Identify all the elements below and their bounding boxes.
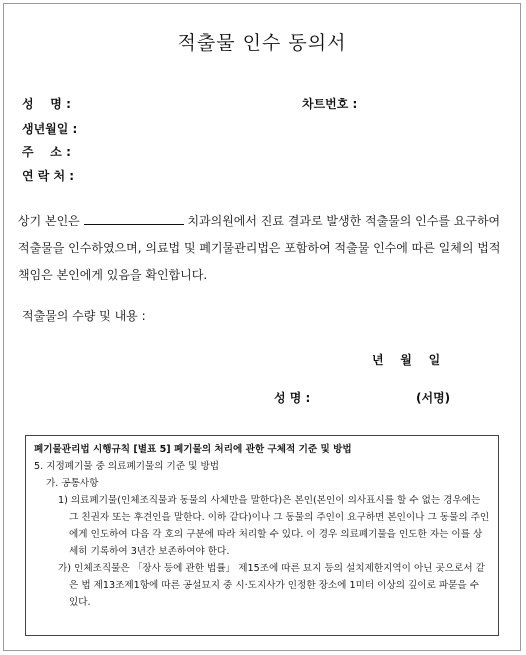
regulation-section-5: 5. 지정폐기물 중 의료폐기물의 기준 및 방법 xyxy=(34,461,219,472)
clinic-name-blank[interactable] xyxy=(84,213,184,225)
document-title: 적출물 인수 동의서 xyxy=(177,32,347,54)
consent-statement xyxy=(18,208,513,289)
regulation-general: 가. 공통사항 xyxy=(46,478,99,489)
regulation-box xyxy=(25,435,499,636)
signer-label: 성 명 : xyxy=(274,391,311,405)
name-field-label: 성 명 : xyxy=(22,97,71,111)
quantity-label: 적출물의 수량 및 내용 : xyxy=(22,309,146,323)
address-field-label: 주 소 : xyxy=(22,145,71,159)
signature-label: (서명) xyxy=(416,391,451,405)
chart-number-label: 차트번호 : xyxy=(302,97,358,111)
regulation-item-1-ga: 가) 인체조직물은 「장사 등에 관한 법률」 제15조에 따른 묘지 등의 설치제한지역이 아닌 곳으로서 같은 법 제13조제1항에 따른 공설묘지 중 시·도지사가 인정한 장소에 1미터 이상의 깊이로 파묻을 수 있다. xyxy=(58,563,485,608)
date-line: 년 월 일 xyxy=(372,353,441,367)
regulation-item-1: 1) 의료폐기물(인체조직물과 동물의 사체만을 말한다)은 본인(본인이 의사표시를 할 수 없는 경우에는 그 친권자 또는 후견인을 말한다. 이하 같다)이나 그 동물의 주인이 요구하면 본인이나 그 동물의 주인에게 인도하여 다음 각 호의 구분에 따라 처리할 수 있다. 이 경우 의료폐기물을 인도한 자는 이를 상세히 기록하여 3년간 보존하여야 한다. xyxy=(58,495,490,557)
regulation-heading: 폐기물관리법 시행규칙 [별표 5] 폐기물의 처리에 관한 구체적 기준 및 방법 xyxy=(34,444,352,455)
birthdate-field-label: 생년월일 : xyxy=(22,122,78,136)
consent-form-page xyxy=(3,3,521,651)
contact-field-label: 연 락 처 : xyxy=(22,169,75,183)
statement-start: 상기 본인은 xyxy=(18,214,80,228)
statement-rest: 치과의원에서 진료 결과로 발생한 적출물의 인수를 요구하여 적출물을 인수하였으며, 의료법 및 폐기물관리법은 포함하여 적출물 인수에 따른 일체의 법적 책임은 본인에게 있음을 확인합니다. xyxy=(18,214,501,282)
